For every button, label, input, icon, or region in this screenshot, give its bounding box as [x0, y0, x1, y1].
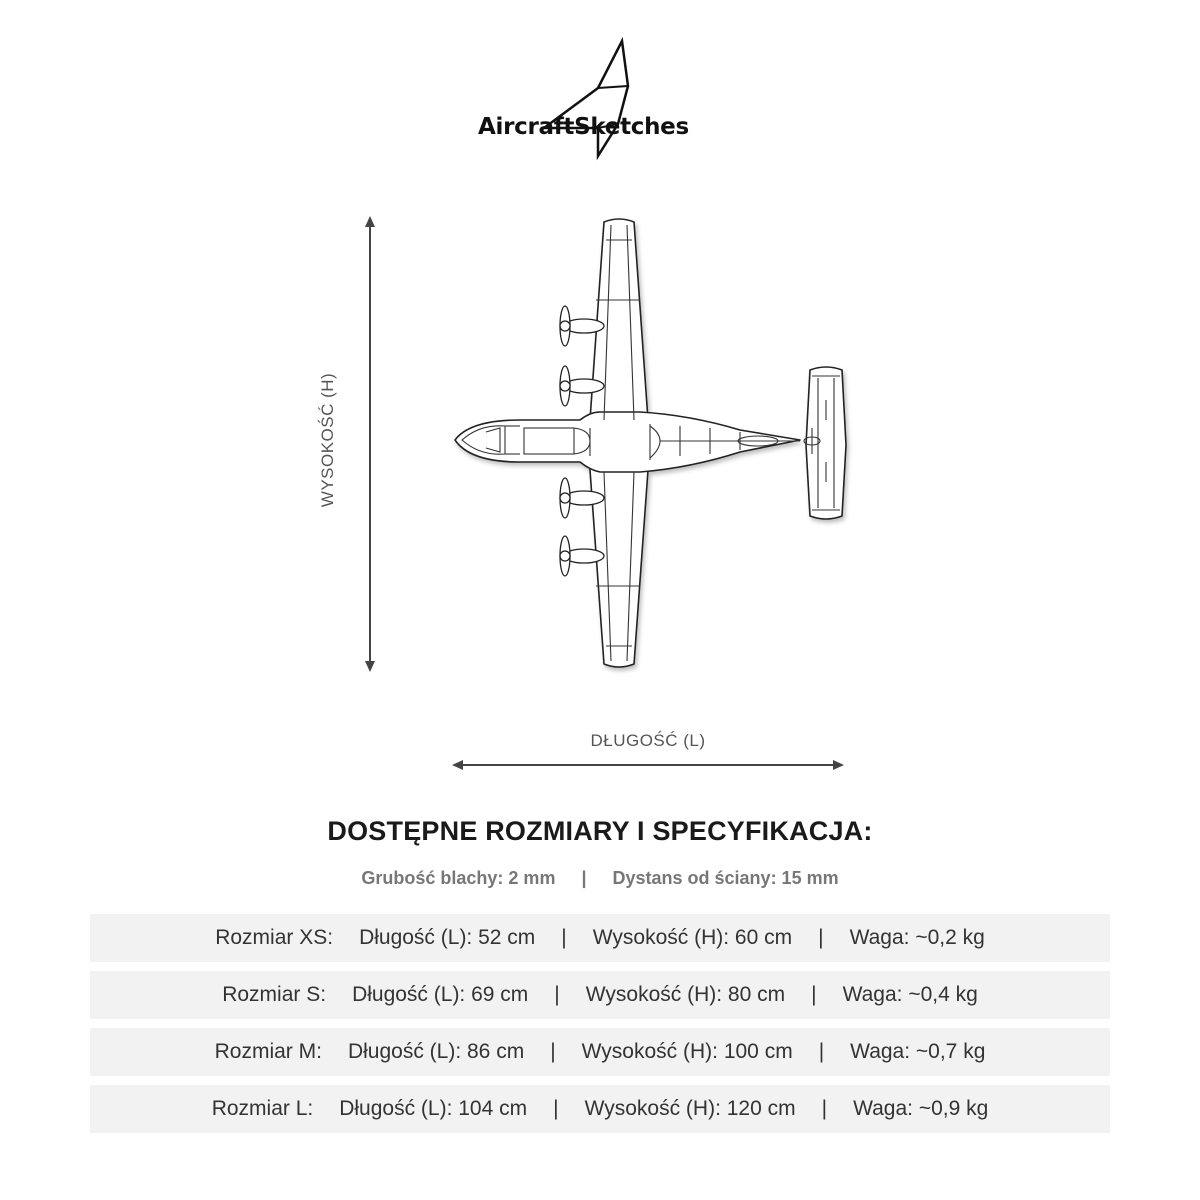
- size-length: Długość (L): 69 cm: [352, 983, 529, 1006]
- row-separator: |: [553, 1097, 559, 1120]
- size-row-xs: [90, 914, 1110, 962]
- brand-logo: [470, 36, 730, 161]
- size-name: Rozmiar M:: [214, 1040, 322, 1063]
- size-name: Rozmiar XS:: [215, 926, 334, 949]
- row-separator: |: [811, 983, 817, 1006]
- thickness-spec: Grubość blachy: 2 mm: [361, 868, 556, 888]
- specs-line: [0, 868, 1200, 889]
- size-name: Rozmiar L:: [211, 1097, 314, 1120]
- size-weight: Waga: ~0,4 kg: [842, 983, 978, 1006]
- size-weight: Waga: ~0,9 kg: [853, 1097, 989, 1120]
- length-dimension-arrow: [452, 757, 844, 773]
- size-length: Długość (L): 86 cm: [347, 1040, 525, 1063]
- size-weight: Waga: ~0,2 kg: [849, 926, 985, 949]
- spec-separator: |: [581, 868, 587, 888]
- section-title: DOSTĘPNE ROZMIARY I SPECYFIKACJA:: [327, 816, 873, 846]
- aircraft-sketch: [440, 210, 860, 680]
- size-length: Długość (L): 52 cm: [359, 926, 536, 949]
- brand-name: AircraftSketches: [478, 114, 689, 140]
- size-length: Długość (L): 104 cm: [339, 1097, 528, 1120]
- size-height: Wysokość (H): 80 cm: [585, 983, 786, 1006]
- height-label: WYSOKOŚĆ (H): [318, 372, 337, 508]
- row-separator: |: [818, 1040, 825, 1063]
- row-separator: |: [821, 1097, 828, 1120]
- row-separator: |: [550, 1040, 556, 1063]
- size-weight: Waga: ~0,7 kg: [850, 1040, 986, 1063]
- size-height: Wysokość (H): 60 cm: [592, 926, 793, 949]
- size-row-s: [90, 971, 1110, 1019]
- size-name: Rozmiar S:: [222, 983, 327, 1006]
- length-label: DŁUGOŚĆ (L): [590, 731, 706, 750]
- size-row-l: [90, 1085, 1110, 1133]
- paper-plane-logo-icon: [470, 36, 730, 161]
- size-height: Wysokość (H): 100 cm: [581, 1040, 793, 1063]
- size-height: Wysokość (H): 120 cm: [584, 1097, 796, 1120]
- height-dimension-arrow: [362, 216, 378, 672]
- row-separator: |: [818, 926, 824, 949]
- row-separator: |: [554, 983, 560, 1006]
- row-separator: |: [561, 926, 567, 949]
- distance-spec: Dystans od ściany: 15 mm: [612, 868, 839, 888]
- size-row-m: [90, 1028, 1110, 1076]
